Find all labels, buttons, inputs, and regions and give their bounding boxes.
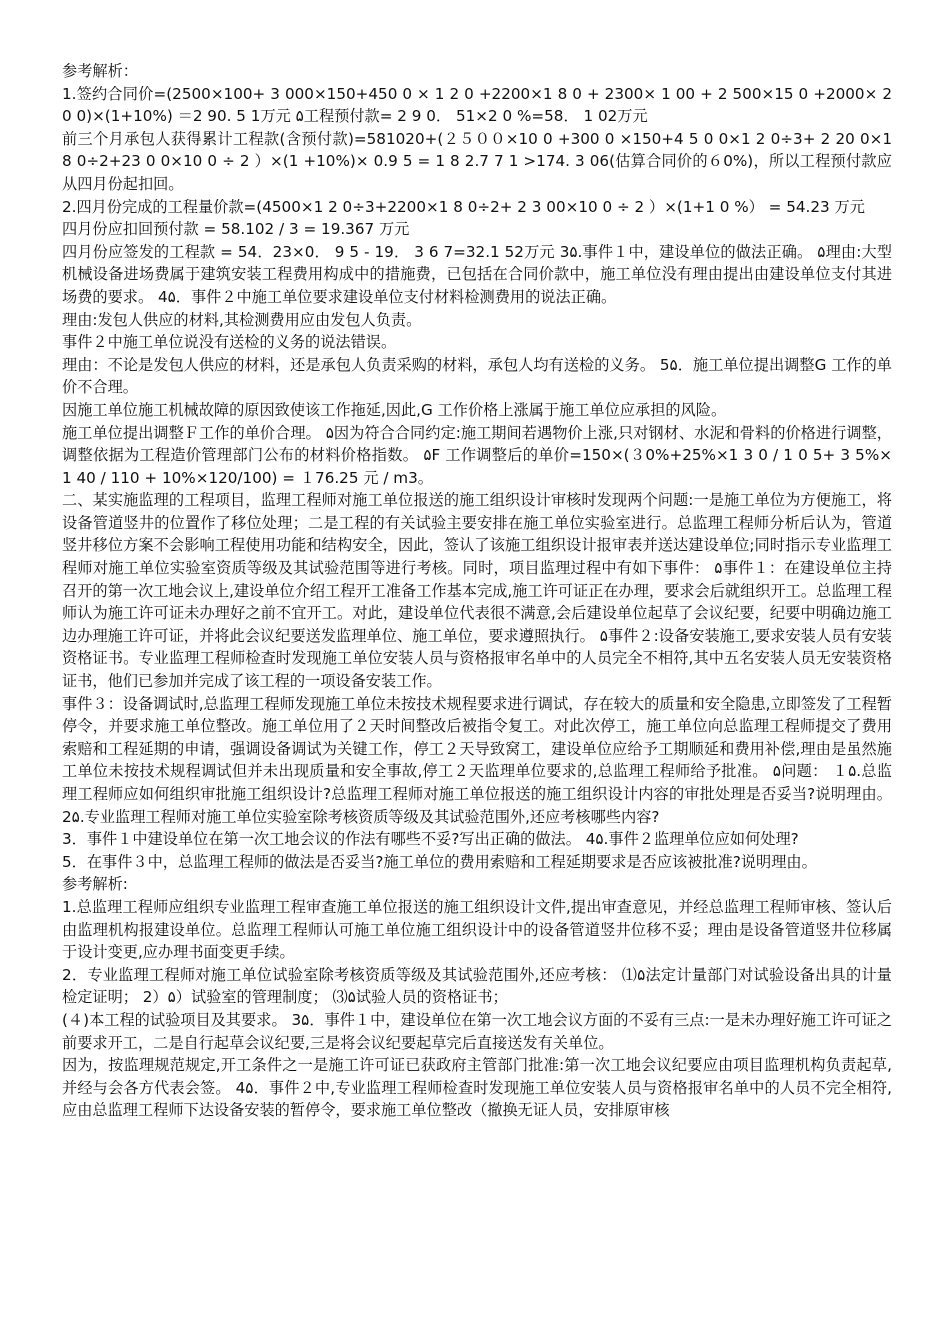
paragraph-contract-price: 1.签约合同价=(2500×100+ 3 000×150+450 0 × 1 2 0 +2200×1 8 0 + 2300× 1 00 + 2 500×15 0 +2000× 2 0 0)×(1+10%) ＝2 90. 5 1万元 ۵工程预付款= 2 9 0． 51×2 0 %=58． 1 02万元 bbox=[62, 84, 892, 126]
paragraph-answer-4: 因为，按监理规范规定,开工条件之一是施工许可证已获政府主管部门批准:第一次工地会议纪要应由项目监理机构负责起草,并经与会各方代表会签。 4۵．事件２中,专业监理工程师检查时发现施工单位安装人员与资格报审名单中的人员不完全相符,应由总监理工程师下达设备安装的暂停令，要求施工单位整改（撤换无证人员，安排原审核 bbox=[62, 1056, 892, 1120]
section-heading-answers-1: 参考解析： bbox=[62, 62, 138, 80]
paragraph-answer-2: 2．专业监理工程师对施工单位试验室除考核资质等级及其试验范围外,还应考核： ⑴۵法定计量部门对试验设备出具的计量检定证明； 2）۵）试验室的管理制度； ⑶۵试验人员的资格证书； bbox=[62, 965, 892, 1007]
paragraph-case-two-intro: 二、某实施监理的工程项目，监理工程师对施工单位报送的施工组织设计审核时发现两个问题:一是施工单位为方便施工，将设备管道竖井的位置作了移位处理；二是工程的有关试验主要安排在施工单位实验室进行。总监理工程师分析后认为，管道竖井移位方案不会影响工程使用功能和结构安全，因此，签认了该施工组织设计报审表并送达建设单位;同时指示专业监理工程师对施工单位实验室资质等级及其试验范围等进行考核。同时，项目监理过程中有如下事件： ۵事件１：在建设单位主持召开的第一次工地会议上,建设单位介绍工程开工准备工作基本完成,施工许可证正在办理，要求会后就组织开工。总监理工程师认为施工许可证未办理好之前不宜开工。对此，建设单位代表很不满意,会后建设单位起草了会议纪要，纪要中明确边施工边办理施工许可证，并将此会议纪要送发监理单位、施工单位，要求遵照执行。 ۵事件２:设备安装施工,要求安装人员有安装资格证书。专业监理工程师检查时发现施工单位安装人员与资格报审名单中的人员完全不相符,其中五名安装人员无安装资格证书，他们已参加并完成了该工程的一项设备安装工作。 bbox=[62, 491, 892, 691]
paragraph-reason-obligation: 理由：不论是发包人供应的材料，还是承包人负责采购的材料，承包人均有送检的义务。 5۵．施工单位提出调整G 工作的单价不合理。 bbox=[62, 355, 892, 397]
paragraph-cumulative-payment: 前三个月承包人获得累计工程款(含预付款)=581020+(２５００×10 0 +300 0 ×150+4 5 0 0×1 2 0÷3+ 2 20 0×1 8 0÷2+23 0 0×10 0 ÷ 2 ）×(1 +10%)× 0.9 5 = 1 8 2.7 7 1 >174. 3 06(估算合同价的６0%)，所以工程预付款应从四月份起扣回。 bbox=[62, 129, 892, 193]
paragraph-answer-3: (４)本工程的试验项目及其要求。 3۵．事件１中，建设单位在第一次工地会议方面的不妥有三点:一是未办理好施工许可证之前要求开工，二是自行起草会议纪要,三是将会议纪要起草完后直接送发有关单位。 bbox=[62, 1010, 892, 1052]
paragraph-april-deduction: 四月份应扣回预付款 = 58.102 / 3 = 19.367 万元 bbox=[62, 220, 410, 239]
paragraph-answer-1: 1.总监理工程师应组织专业监理工程审查施工单位报送的施工组织设计文件,提出审查意见，并经总监理工程师审核、签认后由监理机构报建设单位。总监理工程师认可施工单位施工组织设计中的设备管道竖井位移不妥；理由是设备管道竖井位移属于设计变更,应办理书面变更手续。 bbox=[62, 897, 892, 962]
paragraph-april-work-value: 2.四月份完成的工程量价款=(4500×1 2 0÷3+2200×1 8 0÷2+ 2 3 00×10 0 ÷ 2 ）×(1+1 0 %） = 54.23 万元 bbox=[62, 197, 865, 216]
paragraph-event2-wrong: 事件２中施工单位说没有送检的义务的说法错误。 bbox=[62, 333, 397, 352]
paragraph-f-work-price: 施工单位提出调整Ｆ工作的单价合理。 ۵因为符合合同约定:施工期间若遇物价上涨,只对钢材、水泥和骨料的价格进行调整，调整依据为工程造价管理部门公布的材料价格指数。 ۵F 工作调整后的单价=150×(３0%+25%×1 3 0 / 1 0 5+ 3 5%× 1 40 / 110 + 10%×120/100) = １76.25 元 / m3。 bbox=[62, 423, 892, 487]
document-page bbox=[62, 60, 892, 1122]
paragraph-event3-questions: 事件３：设备调试时,总监理工程师发现施工单位未按技术规程要求进行调试，存在较大的质量和安全隐患,立即签发了工程暂停令，并要求施工单位整改。施工单位用了２天时间整改后被指令复工。对此次停工，施工单位向总监理工程师提交了费用索赔和工程延期的申请，强调设备调试为关键工作，停工２天导致窝工，建设单位应给予工期顺延和费用补偿,理由是虽然施工单位未按技术规程调试但并未出现质量和安全事故,停工２天监理单位要求的,总监理工程师给予批准。 ۵问题： １۵.总监理工程师应如何组织审批施工组织设计?总监理工程师对施工单位报送的施工组织设计内容的审批处理是否妥当?说明理由。 2۵.专业监理工程师对施工单位实验室除考核资质等级及其试验范围外,还应考核哪些内容? bbox=[62, 694, 892, 826]
paragraph-g-work-risk: 因施工单位施工机械故障的原因致使该工作拖延,因此,G 工作价格上涨属于施工单位应承担的风险。 bbox=[62, 400, 727, 419]
section-heading-answers-2: 参考解析: bbox=[62, 875, 128, 894]
paragraph-april-payment: 四月份应签发的工程款 = 54．23×0． 9 5 - 19． 3 6 7=32.1 52万元 3۵.事件１中，建设单位的做法正确。 ۵理由:大型机械设备进场费属于建筑安装工程费用构成中的措施费，已包括在合同价款中，施工单位没有理由提出由建设单位支付其进场费的要求。 4۵．事件２中施工单位要求建设单位支付材料检测费用的说法正确。 bbox=[62, 242, 892, 306]
paragraph-question-5: 5．在事件３中，总监理工程师的做法是否妥当?施工单位的费用索赔和工程延期要求是否应该被批准?说明理由。 bbox=[62, 852, 817, 871]
paragraph-reason-testing-cost: 理由:发包人供应的材料,其检测费用应由发包人负责。 bbox=[62, 310, 422, 329]
paragraph-question-3-4: 3．事件１中建设单位在第一次工地会议的作法有哪些不妥?写出正确的做法。 4۵.事件２监理单位应如何处理? bbox=[62, 830, 799, 849]
